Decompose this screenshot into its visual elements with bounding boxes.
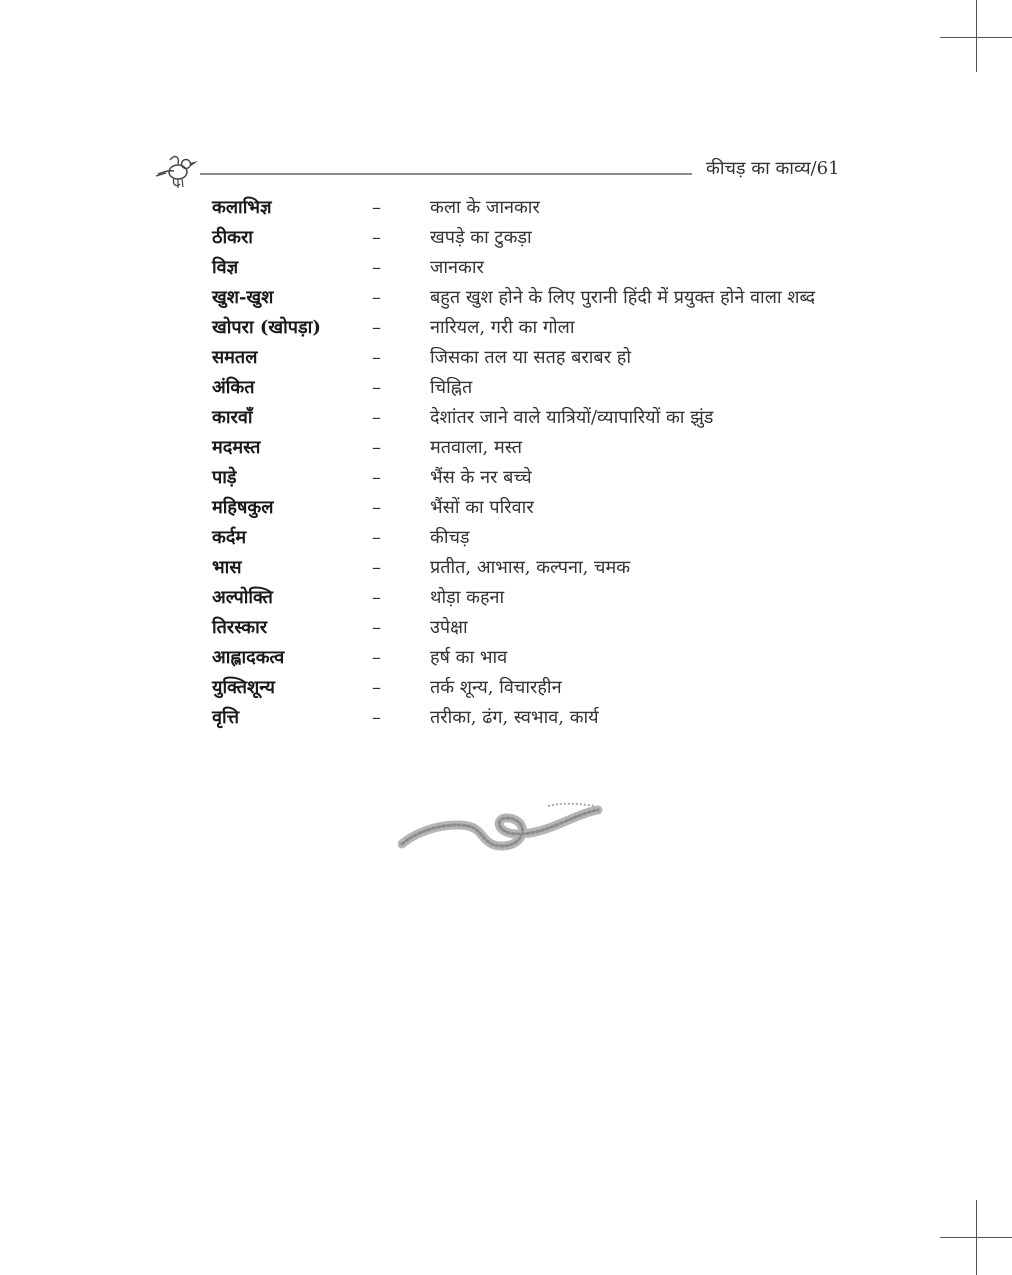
- running-head: कीचड़ का काव्य/61: [706, 158, 840, 179]
- glossary-row: [212, 493, 872, 523]
- glossary-separator: –: [372, 227, 381, 248]
- glossary-term: युक्तिशून्य: [212, 677, 275, 698]
- glossary-row: [212, 193, 872, 223]
- header-rule: [200, 173, 692, 175]
- glossary-separator: –: [372, 677, 381, 698]
- glossary-separator: –: [372, 647, 381, 668]
- glossary-row: [212, 523, 872, 553]
- glossary-meaning: नारियल, गरी का गोला: [430, 317, 575, 338]
- glossary-meaning: हर्ष का भाव: [430, 647, 508, 668]
- glossary-row: [212, 463, 872, 493]
- glossary-row: [212, 373, 872, 403]
- glossary-separator: –: [372, 497, 381, 518]
- glossary-row: [212, 403, 872, 433]
- glossary-row: [212, 433, 872, 463]
- glossary-row: [212, 643, 872, 673]
- glossary-list: [212, 193, 872, 733]
- glossary-separator: –: [372, 617, 381, 638]
- glossary-row: [212, 253, 872, 283]
- glossary-meaning: मतवाला, मस्त: [430, 437, 523, 458]
- glossary-row: [212, 283, 872, 313]
- glossary-meaning: प्रतीत, आभास, कल्पना, चमक: [430, 557, 631, 578]
- glossary-term: आह्लादकत्व: [212, 647, 285, 668]
- glossary-term: खोपरा (खोपड़ा): [212, 317, 321, 338]
- glossary-meaning: तर्क शून्य, विचारहीन: [430, 677, 562, 698]
- glossary-meaning: तरीका, ढंग, स्वभाव, कार्य: [430, 707, 599, 728]
- crop-mark-bottom-horizontal: [940, 1237, 1012, 1238]
- glossary-separator: –: [372, 287, 381, 308]
- glossary-meaning: कला के जानकार: [430, 197, 540, 218]
- glossary-meaning: जानकार: [430, 257, 484, 278]
- glossary-separator: –: [372, 437, 381, 458]
- glossary-meaning: भैंस के नर बच्चे: [430, 467, 532, 488]
- glossary-term: विज्ञ: [212, 257, 239, 278]
- crop-mark-top-vertical: [976, 0, 977, 72]
- glossary-separator: –: [372, 467, 381, 488]
- glossary-meaning: भैंसों का परिवार: [430, 497, 534, 518]
- glossary-meaning: देशांतर जाने वाले यात्रियों/व्यापारियों का झुंड: [430, 407, 714, 428]
- glossary-separator: –: [372, 377, 381, 398]
- glossary-term: ठीकरा: [212, 227, 253, 248]
- glossary-meaning: थोड़ा कहना: [430, 587, 505, 608]
- glossary-term: वृत्ति: [212, 707, 240, 728]
- glossary-row: [212, 343, 872, 373]
- glossary-term: समतल: [212, 347, 258, 368]
- glossary-term: कलाभिज्ञ: [212, 197, 272, 218]
- glossary-term: मदमस्त: [212, 437, 261, 458]
- glossary-term: खुश-खुश: [212, 287, 274, 308]
- glossary-meaning: चिह्नित: [430, 377, 473, 398]
- glossary-meaning: उपेक्षा: [430, 617, 468, 638]
- glossary-term: तिरस्कार: [212, 617, 268, 638]
- glossary-term: कर्दम: [212, 527, 247, 548]
- glossary-separator: –: [372, 257, 381, 278]
- glossary-row: [212, 553, 872, 583]
- bird-icon: [154, 150, 202, 192]
- glossary-separator: –: [372, 707, 381, 728]
- glossary-separator: –: [372, 557, 381, 578]
- glossary-term: महिषकुल: [212, 497, 274, 518]
- glossary-term: भास: [212, 557, 242, 578]
- glossary-row: [212, 673, 872, 703]
- glossary-meaning: खपड़े का टुकड़ा: [430, 227, 532, 248]
- glossary-term: कारवाँ: [212, 407, 253, 428]
- glossary-separator: –: [372, 407, 381, 428]
- glossary-row: [212, 313, 872, 343]
- glossary-separator: –: [372, 197, 381, 218]
- glossary-separator: –: [372, 347, 381, 368]
- glossary-separator: –: [372, 527, 381, 548]
- glossary-row: [212, 223, 872, 253]
- glossary-row: [212, 583, 872, 613]
- glossary-meaning: बहुत खुश होने के लिए पुरानी हिंदी में प्रयुक्त होने वाला शब्द: [430, 287, 816, 308]
- glossary-row: [212, 613, 872, 643]
- crop-mark-top-horizontal: [940, 37, 1012, 38]
- glossary-row: [212, 703, 872, 733]
- glossary-meaning: कीचड़: [430, 527, 470, 548]
- ornament-flourish: [398, 800, 604, 854]
- glossary-separator: –: [372, 317, 381, 338]
- glossary-term: अंकित: [212, 377, 255, 398]
- glossary-term: पाड़े: [212, 467, 237, 488]
- glossary-meaning: जिसका तल या सतह बराबर हो: [430, 347, 631, 368]
- glossary-separator: –: [372, 587, 381, 608]
- glossary-term: अल्पोक्ति: [212, 587, 273, 608]
